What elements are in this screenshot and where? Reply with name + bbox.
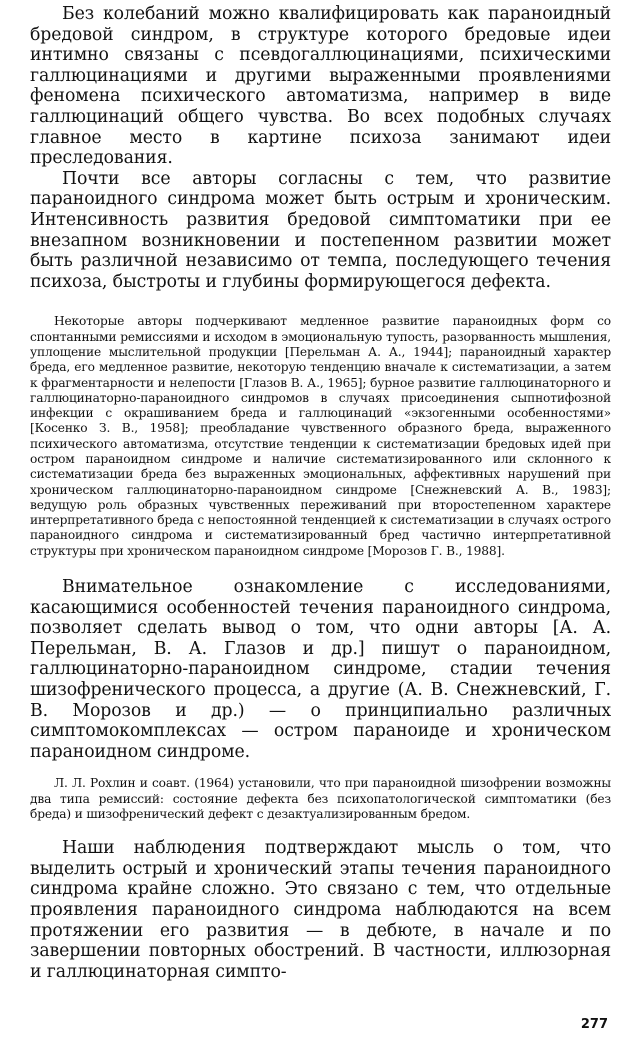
book-page (30, 4, 611, 982)
paragraph-research-overview: Внимательное ознакомление с исследованиями, касающимися особенностей течения параноидного синдрома, позволяет сделать вывод о том, что одни авторы [А. А. Перельман, В. А. Глазов и др.] пишут о параноидном, галлюцинаторно-параноидном синдроме, стадии течения шизофренического процесса, а другие (А. В. Снежневский, Г. В. Морозов и др.) — о принципиально различных симптомокомплексах — остром параноиде и хроническом параноидном синдроме. (30, 577, 611, 762)
paragraph-paranoid-definition: Без колебаний можно квалифицировать как параноидный бредовой синдром, в структуре которого бредовые идеи интимно связаны с псевдогаллюцинациями, психическими галлюцинациями и другими выраженными проявлениями феномена психического автоматизма, например в виде галлюцинаций общего чувства. Во всех подобных случаях главное место в картине психоза занимают идеи преследования. (30, 4, 611, 169)
page-number: 277 (580, 1017, 608, 1032)
paragraph-onset-types: Почти все авторы согласны с тем, что развитие параноидного синдрома может быть острым и хроническим. Интенсивность развития бредовой симптоматики при ее внезапном возникновении и постепенном развитии может быть различной независимо от темпа, последующего течения психоза, быстроты и глубины формирующегося дефекта. (30, 168, 611, 292)
note-authors-review: Некоторые авторы подчеркивают медленное развитие параноидных форм со спонтанными ремиссиями и исходом в эмоциональную тупость, разорванность мышления, уплощение мыслительной продукции [Перельман А. А., 1944]; параноидный характер бреда, его медленное развитие, некоторую тенденцию вначале к систематизации, а затем к фрагментарности и нелепости [Глазов В. А., 1965]; бурное развитие галлюцинаторного и галлюцинаторно-параноидного синдромов в случаях присоединения сыпнотифозной инфекции с окрашиванием бреда и галлюцинаций «экзогенными особенностями» [Косенко З. В., 1958]; преобладание чувственного образного бреда, выраженного психического автоматизма, отсутствие тенденции к систематизации бредовых идей при остром параноидном синдроме и наличие систематизированного или склонного к систематизации бреда без выраженных эмоциональных, аффективных нарушений при хроническом галлюцинаторно-параноидном синдроме [Снежневский А. В., 1983]; ведущую роль образных чувственных переживаний при второстепенном характере интерпретативного бреда с непостоянной тенденцией к систематизации в случаях острого параноидного синдрома и систематизированный бред частично интерпретативной структуры при хроническом параноидном синдроме [Морозов Г. В., 1988]. (30, 314, 611, 558)
paragraph-observations: Наши наблюдения подтверждают мысль о том, что выделить острый и хронический этапы течения параноидного синдрома крайне сложно. Это связано с тем, что отдельные проявления параноидного синдрома наблюдаются на всем протяжении его развития — в дебюте, в начале и по завершении повторных обострений. В частности, иллюзорная и галлюцинаторная симпто- (30, 838, 611, 982)
note-remission-types: Л. Л. Рохлин и соавт. (1964) установили, что при параноидной шизофрении возможны два типа ремиссий: состояние дефекта без психопатологической симптоматики (без бреда) и шизофренический дефект с дезактуализированным бредом. (30, 776, 611, 821)
